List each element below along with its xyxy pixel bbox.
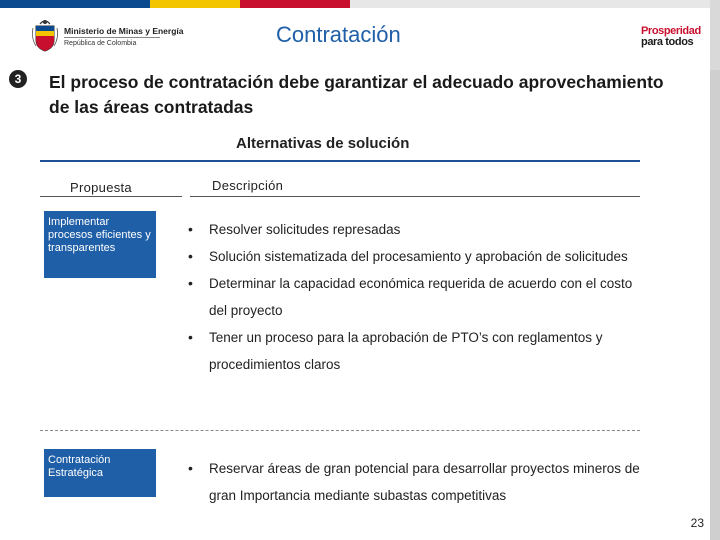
flag-bar-gray [350, 0, 720, 8]
ministry-line2: República de Colombia [64, 40, 137, 47]
flag-bar-blue [0, 0, 150, 8]
proposal-box: Contratación Estratégica [44, 449, 156, 497]
page-number: 23 [690, 516, 704, 530]
subtitle-rule [40, 160, 640, 162]
row-divider [40, 430, 640, 431]
description-text: Solución sistematizada del procesamiento y aprobación de solicitudes [209, 249, 628, 264]
column-rule-propuesta [40, 196, 182, 197]
section-number-badge: 3 [9, 70, 27, 88]
column-rule-descripcion [190, 196, 640, 197]
table-subtitle: Alternativas de solución [236, 135, 410, 152]
description-text: Determinar la capacidad económica requerida de acuerdo con el costo del proyecto [209, 276, 633, 318]
flag-bar-red [240, 0, 350, 8]
description-item [186, 216, 646, 243]
bullet-dot: • [188, 275, 193, 291]
prosperidad-logo-line2: para todos [641, 36, 694, 48]
description-text: Reservar áreas de gran potencial para desarrollar proyectos mineros de gran Importancia mediante subastas competitivas [209, 461, 640, 503]
description-item [186, 243, 646, 270]
column-header-propuesta: Propuesta [70, 180, 132, 195]
description-item [186, 270, 646, 324]
column-header-descripcion: Descripción [212, 178, 284, 193]
flag-bar-yellow [150, 0, 240, 8]
description-list [186, 216, 646, 378]
bullet-dot: • [188, 221, 193, 237]
bullet-dot: • [188, 329, 193, 345]
description-item [186, 324, 646, 378]
page-title: Contratación [276, 22, 401, 47]
description-text: Resolver solicitudes represadas [209, 222, 401, 237]
prosperidad-logo [641, 25, 701, 48]
ministry-separator [64, 37, 160, 38]
bullet-dot: • [188, 248, 193, 264]
section-heading: El proceso de contratación debe garantizar el adecuado aprovechamiento de las áreas contratadas [49, 72, 664, 117]
ministry-name [64, 26, 184, 48]
description-item [186, 455, 646, 509]
prosperidad-logo-line1: Prosperidad [641, 25, 701, 37]
bullet-dot: • [188, 460, 193, 476]
proposal-box: Implementar procesos eficientes y transparentes [44, 211, 156, 278]
ministry-logo [30, 18, 184, 54]
right-edge-strip-shade [710, 70, 720, 540]
description-text: Tener un proceso para la aprobación de PTO’s con reglamentos y procedimientos claros [209, 330, 603, 372]
description-list [186, 455, 646, 509]
colombia-coat-of-arms-icon [30, 18, 60, 54]
flag-color-bar [0, 0, 720, 8]
ministry-line1: Ministerio de Minas y Energía [64, 26, 184, 36]
